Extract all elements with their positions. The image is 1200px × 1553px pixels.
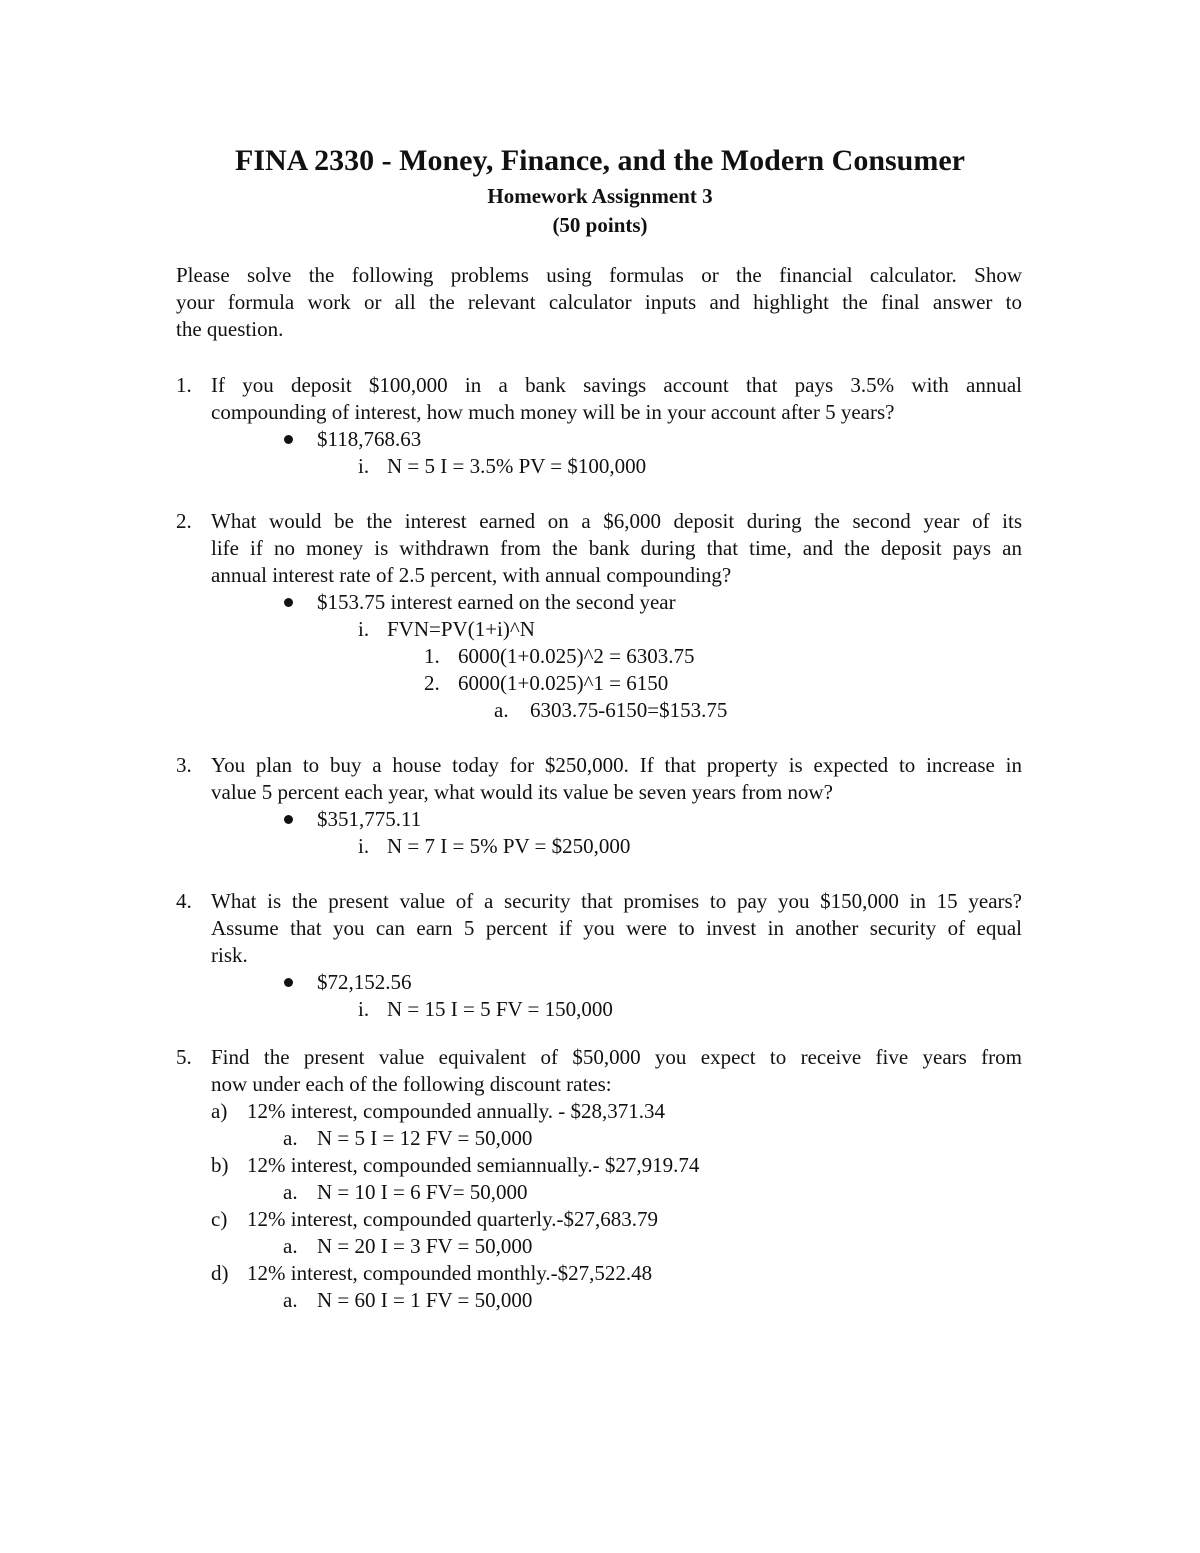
- bullet-icon: [284, 815, 293, 824]
- step-text: 6000(1+0.025)^1 = 6150: [458, 671, 669, 695]
- intro-line: the question.: [176, 317, 284, 341]
- question-text: risk.: [211, 943, 248, 967]
- part-text: 12% interest, compounded monthly.-$27,522.48: [247, 1261, 653, 1285]
- question-text: Find the present value equivalent of $50,000 you expect to receive five years from: [211, 1045, 1022, 1069]
- part-text: 12% interest, compounded semiannually.- $27,919.74: [247, 1153, 700, 1177]
- sub-marker: i.: [358, 834, 370, 858]
- question-text: What would be the interest earned on a $6,000 deposit during the second year of its: [211, 509, 1022, 533]
- question-text: annual interest rate of 2.5 percent, with annual compounding?: [211, 563, 732, 587]
- bullet-icon: [284, 598, 293, 607]
- part-marker: a): [211, 1099, 228, 1123]
- calculator-inputs: N = 5 I = 12 FV = 50,000: [317, 1126, 533, 1150]
- question-text: compounding of interest, how much money will be in your account after 5 years?: [211, 400, 895, 424]
- question-number: 3.: [176, 753, 192, 777]
- sub-marker: a.: [283, 1234, 298, 1258]
- question-text: You plan to buy a house today for $250,000. If that property is expected to increase in: [211, 753, 1022, 777]
- question-text: life if no money is withdrawn from the bank during that time, and the deposit pays an: [211, 536, 1022, 560]
- page-title: FINA 2330 - Money, Finance, and the Modern Consumer: [235, 144, 965, 177]
- part-marker: b): [211, 1153, 229, 1177]
- sub-marker: i.: [358, 997, 370, 1021]
- part-marker: d): [211, 1261, 229, 1285]
- intro-line: Please solve the following problems using formulas or the financial calculator. Show: [176, 263, 1022, 287]
- assignment-subtitle: Homework Assignment 3: [487, 184, 713, 208]
- answer-text: $72,152.56: [317, 970, 412, 994]
- step-text: 6303.75-6150=$153.75: [530, 698, 728, 722]
- question-text: Assume that you can earn 5 percent if you were to invest in another security of equal: [211, 916, 1022, 940]
- question-number: 1.: [176, 373, 192, 397]
- answer-text: $351,775.11: [317, 807, 422, 831]
- calculator-inputs: N = 15 I = 5 FV = 150,000: [387, 997, 613, 1021]
- step-text: 6000(1+0.025)^2 = 6303.75: [458, 644, 695, 668]
- calculator-inputs: N = 60 I = 1 FV = 50,000: [317, 1288, 533, 1312]
- calculator-inputs: N = 20 I = 3 FV = 50,000: [317, 1234, 533, 1258]
- sub-marker: i.: [358, 617, 370, 641]
- formula-text: FVN=PV(1+i)^N: [387, 617, 535, 641]
- question-number: 4.: [176, 889, 192, 913]
- part-text: 12% interest, compounded annually. - $28,371.34: [247, 1099, 665, 1123]
- question-number: 5.: [176, 1045, 192, 1069]
- points-label: (50 points): [552, 213, 648, 237]
- calculator-inputs: N = 10 I = 6 FV= 50,000: [317, 1180, 528, 1204]
- calculator-inputs: N = 5 I = 3.5% PV = $100,000: [387, 454, 647, 478]
- step-marker: 1.: [424, 644, 440, 668]
- question-text: now under each of the following discount rates:: [211, 1072, 612, 1096]
- intro-line: your formula work or all the relevant calculator inputs and highlight the final answer to: [176, 290, 1022, 314]
- sub-marker: i.: [358, 454, 370, 478]
- question-text: value 5 percent each year, what would its value be seven years from now?: [211, 780, 833, 804]
- calculator-inputs: N = 7 I = 5% PV = $250,000: [387, 834, 631, 858]
- sub-marker: a.: [283, 1126, 298, 1150]
- answer-text: $118,768.63: [317, 427, 422, 451]
- sub-marker: a.: [283, 1288, 298, 1312]
- sub-marker: a.: [283, 1180, 298, 1204]
- bullet-icon: [284, 978, 293, 987]
- part-text: 12% interest, compounded quarterly.-$27,683.79: [247, 1207, 658, 1231]
- question-text: If you deposit $100,000 in a bank savings account that pays 3.5% with annual: [211, 373, 1022, 397]
- question-text: What is the present value of a security that promises to pay you $150,000 in 15 years?: [211, 889, 1022, 913]
- step-marker: a.: [494, 698, 509, 722]
- part-marker: c): [211, 1207, 228, 1231]
- bullet-icon: [284, 435, 293, 444]
- question-number: 2.: [176, 509, 192, 533]
- answer-text: $153.75 interest earned on the second year: [317, 590, 676, 614]
- step-marker: 2.: [424, 671, 440, 695]
